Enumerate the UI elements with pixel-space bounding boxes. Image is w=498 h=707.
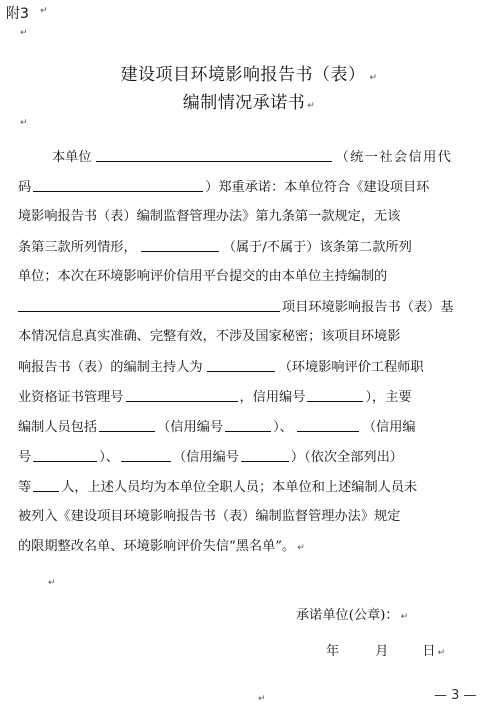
body-line-8: 响报告书（表）的编制主持人为 （环境影响评价工程师职 xyxy=(18,360,424,375)
certificate-no-blank xyxy=(126,388,238,402)
body-line-9: 业资格证书管理号 ，信用编号 ），主要 xyxy=(18,390,412,405)
project-name-blank xyxy=(18,298,280,312)
signature-date xyxy=(326,640,445,659)
body-line-13: 被列入《建设项目环境影响报告书（表）编制监督管理办法》规定 xyxy=(18,509,401,524)
document-title-line1: 建设项目环境影响报告书（表） ↵ xyxy=(120,65,378,85)
member-blank xyxy=(297,418,359,432)
member-credit-blank xyxy=(241,448,289,462)
body-line-12: 等 人，上述人员均为本单位全职人员；本单位和上述编制人员未 xyxy=(18,480,418,495)
count-blank xyxy=(33,478,59,492)
body-line-10: 编制人员包括 （信用编号 ）、 （信用编 xyxy=(18,420,416,435)
credit-no-blank xyxy=(307,388,363,402)
body-line-14: 的限期整改名单、环境影响评价失信“黑名单”。 ↵ xyxy=(18,539,305,554)
body-line-4: 条第三款所列情形， （属于/不属于）该条第二款所列 xyxy=(18,240,412,255)
body-line-6: 项目环境影响报告书（表）基 xyxy=(18,298,453,317)
paragraph-mark-icon: ↵ xyxy=(297,543,305,553)
paragraph-mark-icon: ↵ xyxy=(40,6,48,16)
body-line-5: 单位；本次在环境影响评价信用平台提交的由本单位主持编制的 xyxy=(18,269,388,284)
host-name-blank xyxy=(207,358,275,372)
paragraph-mark-icon: ↵ xyxy=(20,28,28,38)
member-credit-blank xyxy=(225,418,271,432)
date-day: 日 xyxy=(422,644,436,659)
date-year: 年 xyxy=(326,644,340,659)
belongs-blank xyxy=(141,238,219,252)
body-line-3: 境影响报告书（表）编制监督管理办法》第九条第一款规定，无该 xyxy=(18,209,401,224)
document-title-line2: 编制情况承诺书 ↵ xyxy=(182,93,316,113)
paragraph-mark-icon: ↵ xyxy=(400,612,409,622)
body-line-1: 本单位 （统一社会信用代 xyxy=(52,150,453,165)
paragraph-mark-icon: ↵ xyxy=(20,118,28,128)
paragraph-mark-icon: ↵ xyxy=(307,101,316,111)
member-blank xyxy=(121,448,171,462)
signature-label: 承诺单位(公章)： ↵ xyxy=(296,608,409,623)
body-line-2: 码 ）郑重承诺：本单位符合《建设项目环 xyxy=(18,180,430,195)
paragraph-mark-icon: ↵ xyxy=(369,73,378,83)
member-credit-blank xyxy=(33,448,97,462)
credit-code-blank xyxy=(33,178,203,192)
unit-name-blank xyxy=(96,148,332,162)
page-number: — 3 — xyxy=(434,688,477,703)
member-blank xyxy=(99,418,155,432)
paragraph-mark-icon: ↵ xyxy=(48,578,56,588)
appendix-label: 附3 xyxy=(6,6,29,22)
body-line-7: 本情况信息真实准确、完整有效，不涉及国家秘密；该项目环境影 xyxy=(18,329,401,344)
paragraph-mark-icon: ↵ xyxy=(258,694,266,704)
date-month: 月 xyxy=(375,644,389,659)
paragraph-mark-icon: ↵ xyxy=(437,648,446,658)
body-line-11: 号 ）、 （信用编号 ）（依次全部列出） xyxy=(18,450,403,465)
